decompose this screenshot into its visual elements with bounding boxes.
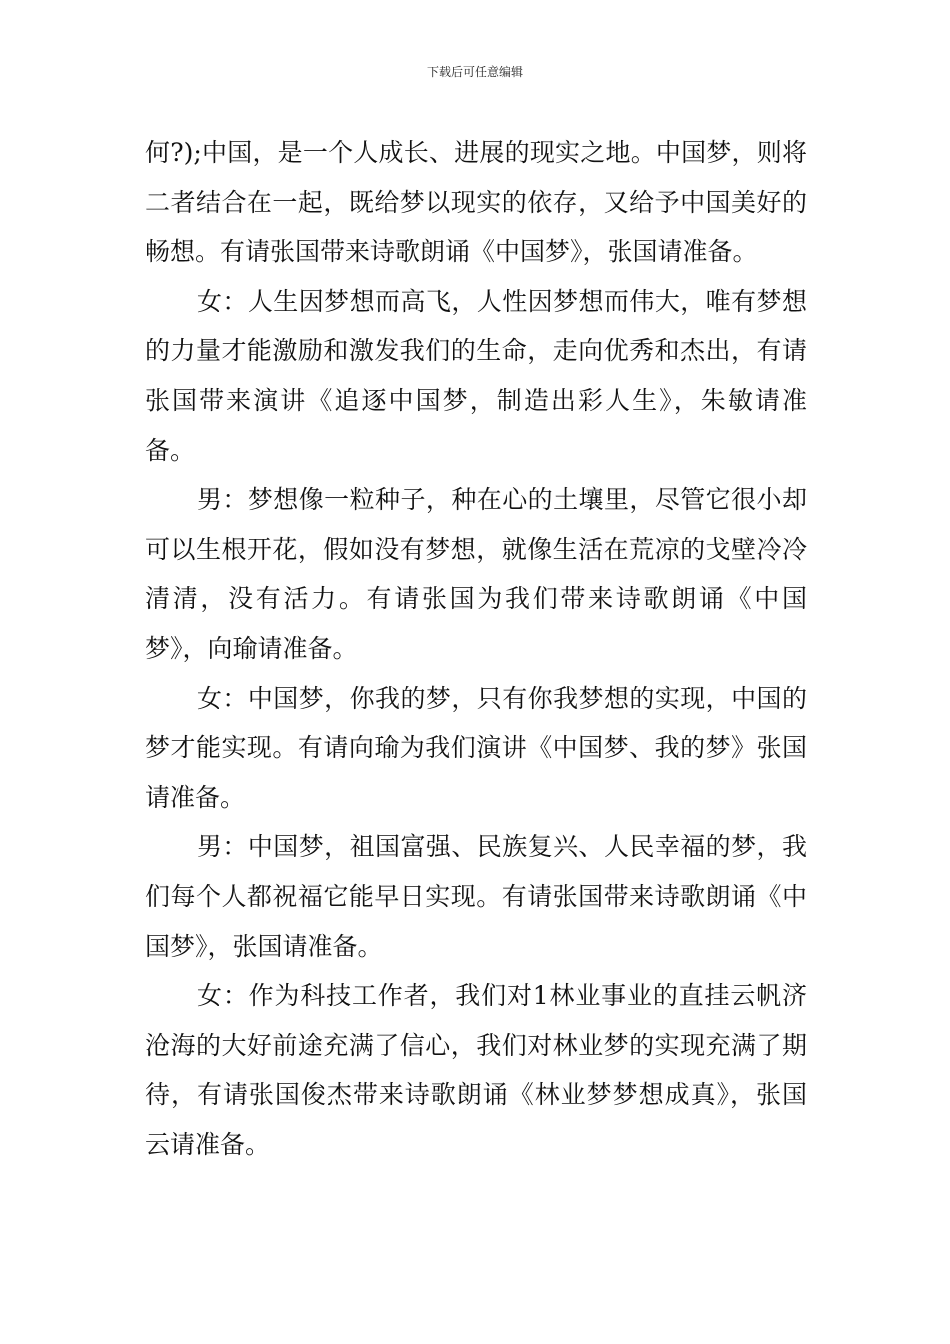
document-body [145,128,807,1169]
paragraph-male-host-1: 男：梦想像一粒种子，种在心的土壤里，尽管它很小却可以生根开花，假如没有梦想，就像生活在荒凉的戈壁冷冷清清，没有活力。有请张国为我们带来诗歌朗诵《中国梦》，向瑜请准备。 [145,485,807,663]
paragraph-female-host-1: 女：人生因梦想而高飞，人性因梦想而伟大，唯有梦想的力量才能激励和激发我们的生命，走向优秀和杰出，有请张国带来演讲《追逐中国梦，制造出彩人生》，朱敏请准备。 [145,286,807,465]
paragraph-female-host-2: 女：中国梦，你我的梦，只有你我梦想的实现，中国的梦才能实现。有请向瑜为我们演讲《中国梦、我的梦》张国请准备。 [145,683,807,812]
page-header: 下载后可任意编辑 [426,65,523,79]
paragraph-continuation: 何?);中国，是一个人成长、进展的现实之地。中国梦，则将二者结合在一起，既给梦以现实的依存，又给予中国美好的畅想。有请张国带来诗歌朗诵《中国梦》，张国请准备。 [145,138,807,267]
paragraph-female-host-3: 女：作为科技工作者，我们对1林业事业的直挂云帆济沧海的大好前途充满了信心，我们对林业梦的实现充满了期待，有请张国俊杰带来诗歌朗诵《林业梦梦想成真》，张国云请准备。 [145,981,807,1159]
paragraph-male-host-2: 男：中国梦，祖国富强、民族复兴、人民幸福的梦，我们每个人都祝福它能早日实现。有请张国带来诗歌朗诵《中国梦》，张国请准备。 [145,832,807,961]
